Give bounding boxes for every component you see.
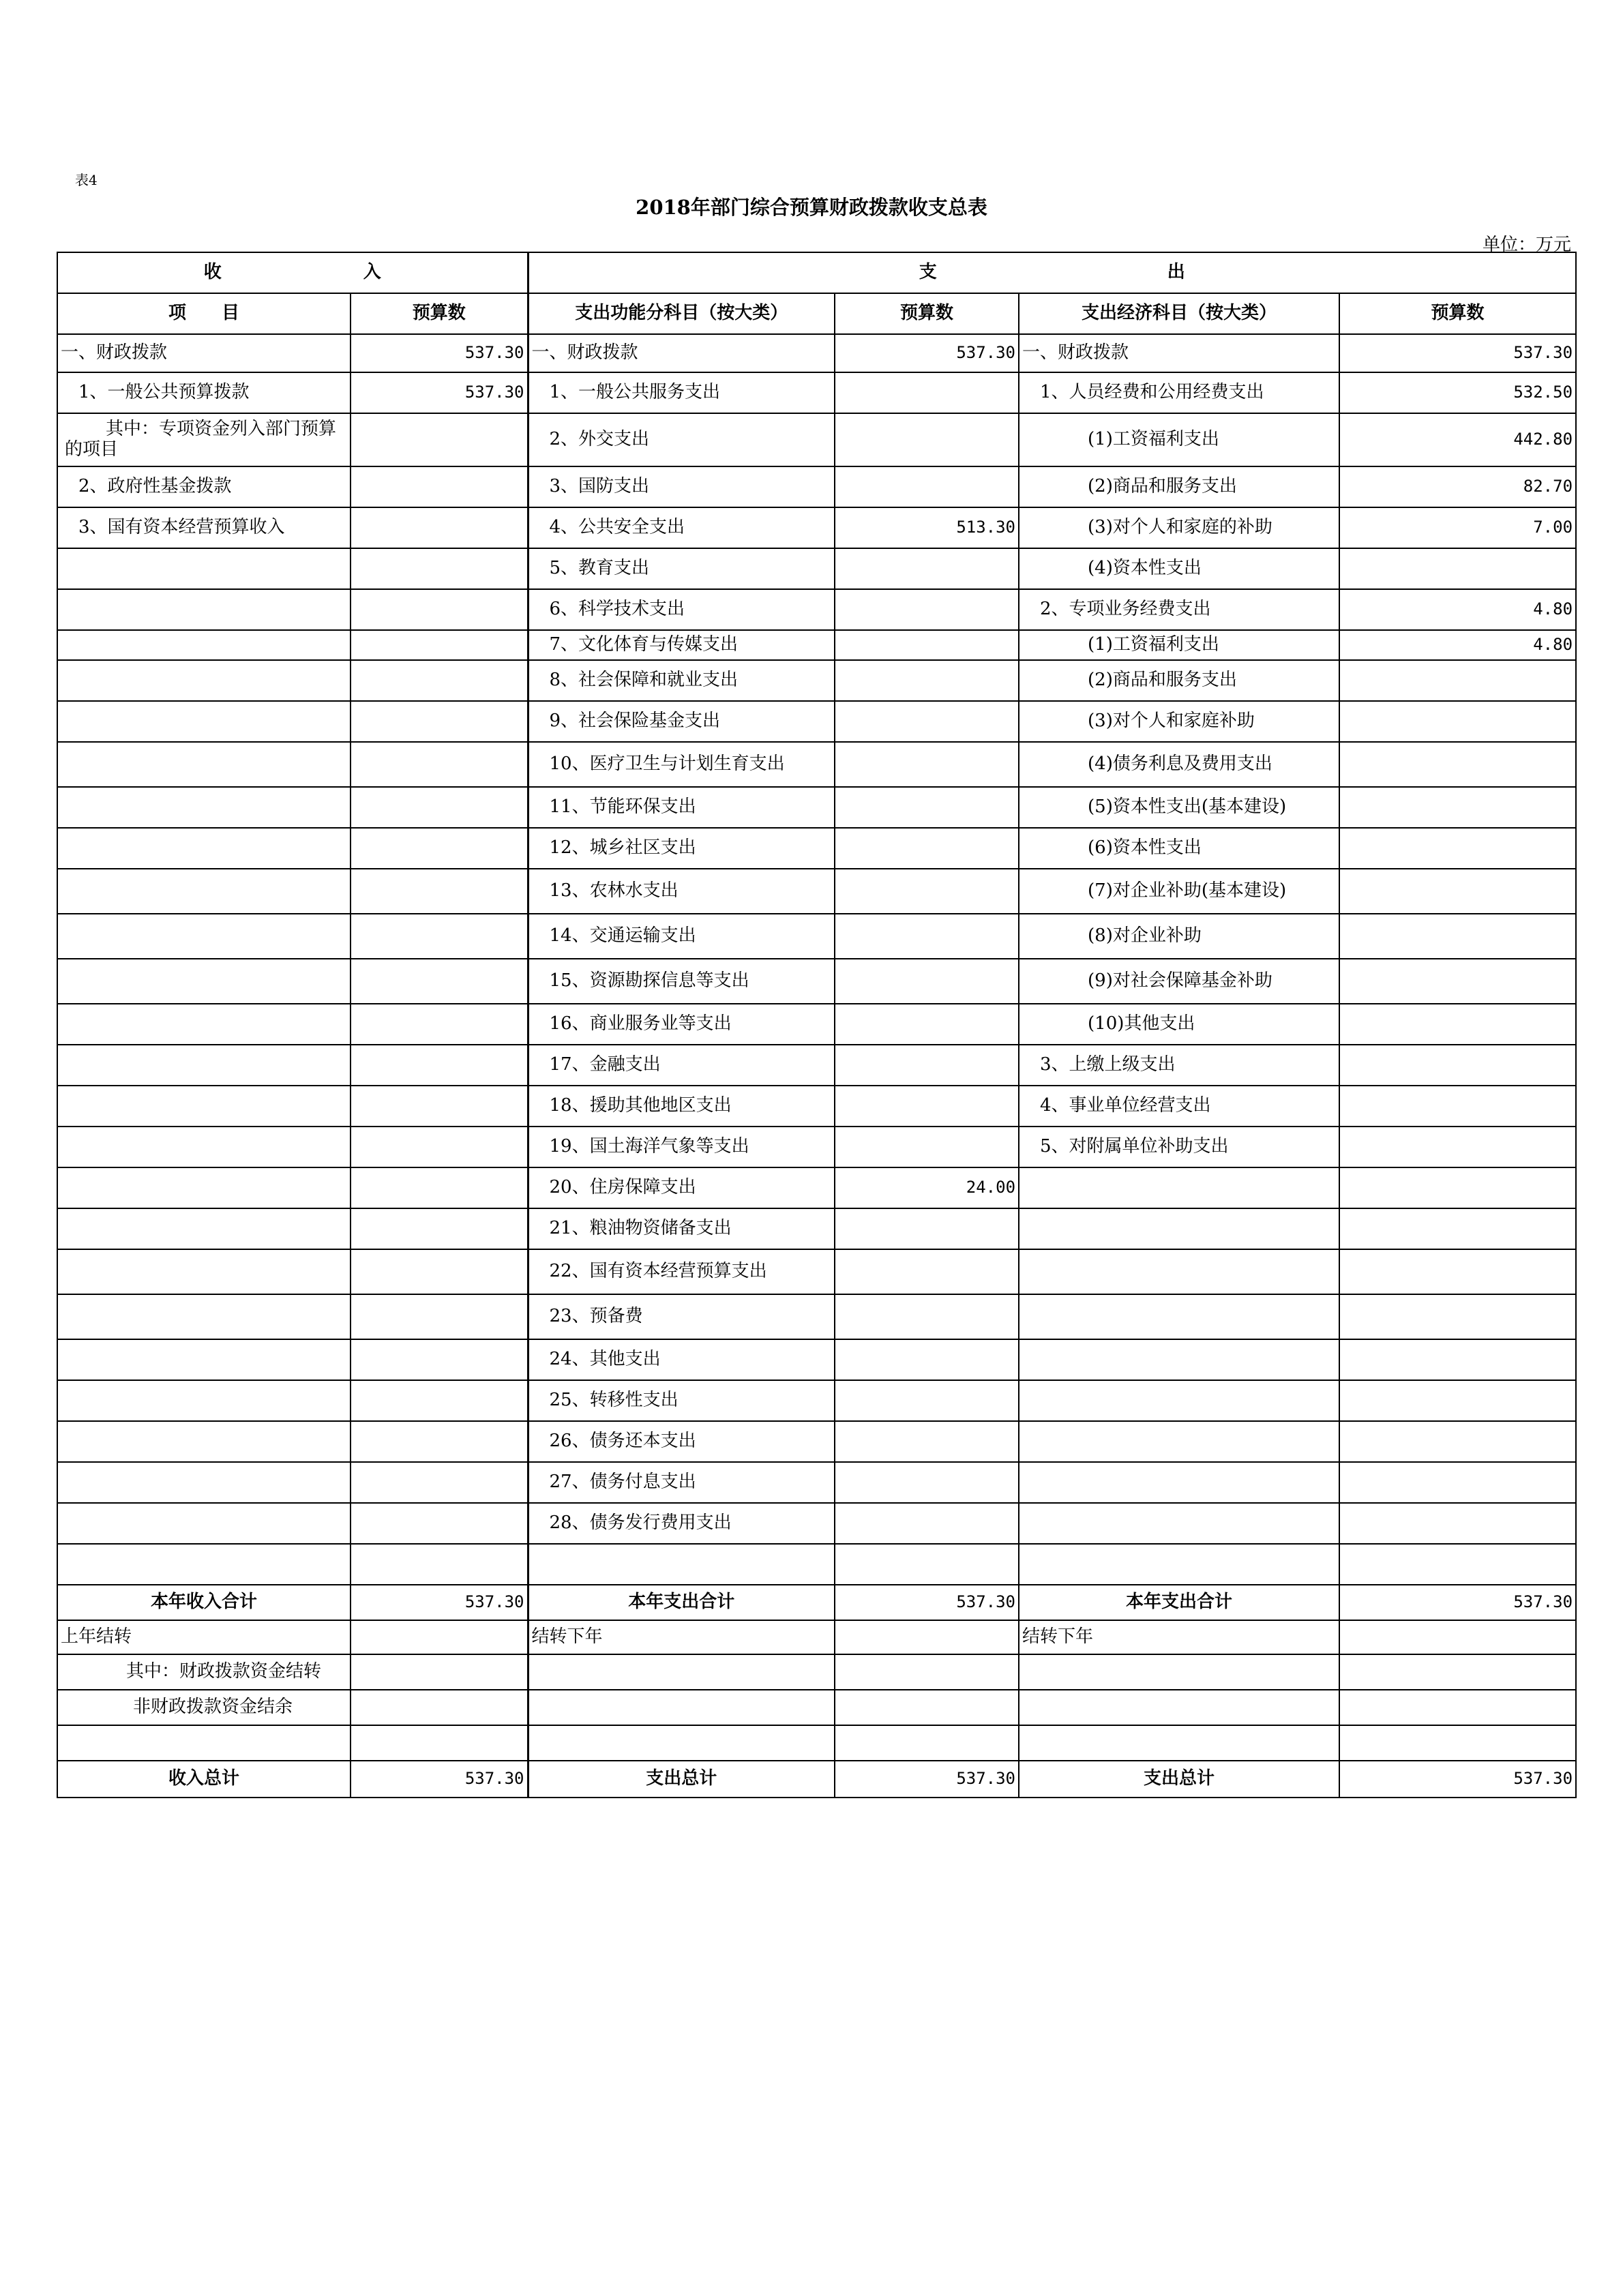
empty-cell: [528, 1690, 835, 1725]
col-header-budget: 预算数: [1339, 293, 1576, 334]
income-item: [57, 869, 351, 914]
income-item: [57, 1294, 351, 1339]
income-budget-value: [351, 742, 528, 787]
func-item: 3、国防支出: [528, 466, 835, 507]
econ-item: (5)资本性支出(基本建设): [1019, 787, 1339, 828]
empty-cell: [351, 1725, 528, 1761]
income-item: 一、财政拨款: [57, 334, 351, 372]
income-item: 3、国有资本经营预算收入: [57, 507, 351, 548]
func-budget-value: [835, 1086, 1019, 1127]
econ-item: [1019, 1544, 1339, 1585]
func-item: 11、节能环保支出: [528, 787, 835, 828]
econ-item: [1019, 1462, 1339, 1503]
econ-budget-value: 532.50: [1339, 372, 1576, 413]
table-row: [57, 1380, 1576, 1421]
empty-cell: [351, 1620, 528, 1654]
grand-expense-label: 支出总计: [528, 1761, 835, 1798]
func-item: 1、一般公共服务支出: [528, 372, 835, 413]
econ-budget-value: 82.70: [1339, 466, 1576, 507]
income-item: [57, 787, 351, 828]
econ-budget-value: [1339, 1462, 1576, 1503]
econ-item: [1019, 1421, 1339, 1462]
grand-expense-func-value: 537.30: [835, 1761, 1019, 1798]
table-number: 表4: [75, 172, 98, 188]
empty-cell: [1019, 1725, 1339, 1761]
table-row: [57, 914, 1576, 959]
table-row: [57, 548, 1576, 589]
income-budget-value: [351, 1167, 528, 1208]
income-budget-value: [351, 413, 528, 466]
func-item: 10、医疗卫生与计划生育支出: [528, 742, 835, 787]
econ-budget-value: [1339, 914, 1576, 959]
empty-cell: [528, 1725, 835, 1761]
econ-item: [1019, 1294, 1339, 1339]
income-item: [57, 660, 351, 701]
income-item: [57, 1462, 351, 1503]
empty-cell: [835, 1654, 1019, 1690]
income-budget-value: [351, 1380, 528, 1421]
func-budget-value: [835, 869, 1019, 914]
econ-budget-value: [1339, 828, 1576, 869]
table-row: [57, 1004, 1576, 1045]
econ-budget-value: 4.80: [1339, 589, 1576, 630]
econ-budget-value: [1339, 1294, 1576, 1339]
econ-budget-value: [1339, 548, 1576, 589]
func-budget-value: 24.00: [835, 1167, 1019, 1208]
table-row: [57, 589, 1576, 630]
func-item: 15、资源勘探信息等支出: [528, 959, 835, 1004]
grand-income-label: 收入总计: [57, 1761, 351, 1798]
econ-budget-value: [1339, 959, 1576, 1004]
year-expense-econ-value: 537.30: [1339, 1585, 1576, 1620]
income-item: [57, 1004, 351, 1045]
income-item: [57, 1503, 351, 1544]
year-income-value: 537.30: [351, 1585, 528, 1620]
income-budget-value: [351, 914, 528, 959]
func-budget-value: [835, 701, 1019, 742]
fiscal-carry-row: [57, 1654, 1576, 1690]
col-header-budget: 预算数: [835, 293, 1019, 334]
header-row-columns: [57, 293, 1576, 334]
budget-table: [57, 252, 1577, 1798]
table-row: [57, 630, 1576, 660]
func-item: 一、财政拨款: [528, 334, 835, 372]
table-row: [57, 1167, 1576, 1208]
grand-expense-econ-value: 537.30: [1339, 1761, 1576, 1798]
econ-item: 4、事业单位经营支出: [1019, 1086, 1339, 1127]
func-item: 24、其他支出: [528, 1339, 835, 1380]
nonfiscal-carry-row: [57, 1690, 1576, 1725]
income-budget-value: [351, 1004, 528, 1045]
func-budget-value: [835, 959, 1019, 1004]
year-expense-label: 本年支出合计: [528, 1585, 835, 1620]
econ-item: (10)其他支出: [1019, 1004, 1339, 1045]
func-item: [528, 1544, 835, 1585]
table-row: [57, 742, 1576, 787]
table-row: [57, 701, 1576, 742]
econ-item: (4)资本性支出: [1019, 548, 1339, 589]
table-row: [57, 334, 1576, 372]
func-item: 17、金融支出: [528, 1045, 835, 1086]
table-row: [57, 466, 1576, 507]
carry-over-label: 上年结转: [57, 1620, 351, 1654]
econ-item: (1)工资福利支出: [1019, 630, 1339, 660]
empty-cell: [1339, 1654, 1576, 1690]
econ-budget-value: 4.80: [1339, 630, 1576, 660]
income-budget-value: [351, 1249, 528, 1294]
income-item: [57, 548, 351, 589]
table-row: [57, 959, 1576, 1004]
econ-item: [1019, 1380, 1339, 1421]
econ-budget-value: [1339, 742, 1576, 787]
econ-budget-value: [1339, 1127, 1576, 1167]
table-row: [57, 372, 1576, 413]
econ-item: 1、人员经费和公用经费支出: [1019, 372, 1339, 413]
func-budget-value: 537.30: [835, 334, 1019, 372]
table-row: [57, 660, 1576, 701]
income-budget-value: [351, 1294, 528, 1339]
func-item: 28、债务发行费用支出: [528, 1503, 835, 1544]
func-budget-value: [835, 742, 1019, 787]
table-row: [57, 869, 1576, 914]
table-row: [57, 1127, 1576, 1167]
income-item: [57, 1421, 351, 1462]
year-income-label: 本年收入合计: [57, 1585, 351, 1620]
income-budget-value: [351, 1462, 528, 1503]
func-item: 18、援助其他地区支出: [528, 1086, 835, 1127]
econ-budget-value: [1339, 1503, 1576, 1544]
year-total-row: [57, 1585, 1576, 1620]
func-budget-value: [835, 630, 1019, 660]
income-budget-value: [351, 1086, 528, 1127]
table-row: [57, 828, 1576, 869]
table-row: [57, 1544, 1576, 1585]
income-item: [57, 701, 351, 742]
carry-over-row: [57, 1620, 1576, 1654]
grand-expense-label: 支出总计: [1019, 1761, 1339, 1798]
unit-label: 单位：万元: [1482, 235, 1571, 255]
empty-cell: [351, 1690, 528, 1725]
year-expense-func-value: 537.30: [835, 1585, 1019, 1620]
func-item: 2、外交支出: [528, 413, 835, 466]
econ-budget-value: [1339, 1249, 1576, 1294]
func-item: 27、债务付息支出: [528, 1462, 835, 1503]
table-row: [57, 1086, 1576, 1127]
func-budget-value: [835, 1249, 1019, 1294]
econ-item: (3)对个人和家庭补助: [1019, 701, 1339, 742]
func-item: 14、交通运输支出: [528, 914, 835, 959]
income-item: [57, 1380, 351, 1421]
econ-item: 3、上缴上级支出: [1019, 1045, 1339, 1086]
func-budget-value: [835, 1339, 1019, 1380]
econ-item: [1019, 1339, 1339, 1380]
func-budget-value: [835, 1380, 1019, 1421]
func-item: 16、商业服务业等支出: [528, 1004, 835, 1045]
col-header-econ: 支出经济科目（按大类）: [1019, 293, 1339, 334]
income-budget-value: [351, 589, 528, 630]
econ-item: (8)对企业补助: [1019, 914, 1339, 959]
income-item: [57, 1045, 351, 1086]
income-item: [57, 1208, 351, 1249]
table-row: [57, 1339, 1576, 1380]
empty-cell: [835, 1620, 1019, 1654]
func-budget-value: [835, 1127, 1019, 1167]
table-row: [57, 413, 1576, 466]
econ-item: (6)资本性支出: [1019, 828, 1339, 869]
func-item: 21、粮油物资储备支出: [528, 1208, 835, 1249]
income-budget-value: [351, 507, 528, 548]
func-item: 26、债务还本支出: [528, 1421, 835, 1462]
income-budget-value: [351, 1339, 528, 1380]
income-item: [57, 1339, 351, 1380]
income-budget-value: 537.30: [351, 372, 528, 413]
func-item: 6、科学技术支出: [528, 589, 835, 630]
income-item: [57, 1127, 351, 1167]
func-budget-value: [835, 1421, 1019, 1462]
econ-item: [1019, 1208, 1339, 1249]
func-item: 8、社会保障和就业支出: [528, 660, 835, 701]
income-budget-value: [351, 787, 528, 828]
table-row: [57, 1294, 1576, 1339]
carry-next-label: 结转下年: [1019, 1620, 1339, 1654]
econ-item: [1019, 1249, 1339, 1294]
income-item: [57, 959, 351, 1004]
income-budget-value: [351, 828, 528, 869]
empty-cell: [1019, 1654, 1339, 1690]
econ-item: (3)对个人和家庭的补助: [1019, 507, 1339, 548]
income-item: [57, 914, 351, 959]
income-item: 2、政府性基金拨款: [57, 466, 351, 507]
income-header: 收 入: [57, 252, 528, 293]
empty-cell: [1339, 1690, 1576, 1725]
econ-budget-value: [1339, 701, 1576, 742]
income-item: [57, 1167, 351, 1208]
empty-cell: [835, 1690, 1019, 1725]
empty-cell: [1339, 1725, 1576, 1761]
func-item: 22、国有资本经营预算支出: [528, 1249, 835, 1294]
econ-budget-value: 442.80: [1339, 413, 1576, 466]
econ-item: (2)商品和服务支出: [1019, 660, 1339, 701]
econ-budget-value: [1339, 1004, 1576, 1045]
income-budget-value: [351, 660, 528, 701]
income-item: 其中：专项资金列入部门预算的项目: [57, 413, 351, 466]
func-budget-value: [835, 1208, 1019, 1249]
econ-item: (9)对社会保障基金补助: [1019, 959, 1339, 1004]
col-header-budget: 预算数: [351, 293, 528, 334]
income-budget-value: [351, 466, 528, 507]
econ-budget-value: [1339, 1339, 1576, 1380]
empty-cell: [1019, 1690, 1339, 1725]
func-budget-value: [835, 787, 1019, 828]
empty-cell: [528, 1654, 835, 1690]
econ-item: 一、财政拨款: [1019, 334, 1339, 372]
year-expense-label: 本年支出合计: [1019, 1585, 1339, 1620]
func-item: 5、教育支出: [528, 548, 835, 589]
table-row: [57, 1503, 1576, 1544]
econ-budget-value: 7.00: [1339, 507, 1576, 548]
income-budget-value: 537.30: [351, 334, 528, 372]
page-title: 2018年部门综合预算财政拨款收支总表: [636, 196, 987, 219]
income-budget-value: [351, 1544, 528, 1585]
econ-budget-value: [1339, 1544, 1576, 1585]
header-row-group: [57, 252, 1576, 293]
empty-cell: [57, 1725, 351, 1761]
income-item: [57, 1249, 351, 1294]
table-row: [57, 1208, 1576, 1249]
empty-cell: [1339, 1620, 1576, 1654]
income-item: [57, 1544, 351, 1585]
func-item: 20、住房保障支出: [528, 1167, 835, 1208]
econ-item: 5、对附属单位补助支出: [1019, 1127, 1339, 1167]
income-budget-value: [351, 548, 528, 589]
table-row: [57, 787, 1576, 828]
table-row: [57, 1045, 1576, 1086]
func-budget-value: [835, 1462, 1019, 1503]
income-budget-value: [351, 701, 528, 742]
table-row: [57, 1249, 1576, 1294]
func-item: 25、转移性支出: [528, 1380, 835, 1421]
table-row: [57, 507, 1576, 548]
func-item: 9、社会保险基金支出: [528, 701, 835, 742]
econ-item: (4)债务利息及费用支出: [1019, 742, 1339, 787]
func-budget-value: [835, 589, 1019, 630]
econ-item: 2、专项业务经费支出: [1019, 589, 1339, 630]
income-budget-value: [351, 1208, 528, 1249]
econ-budget-value: [1339, 1045, 1576, 1086]
func-budget-value: 513.30: [835, 507, 1019, 548]
fiscal-carry-label: 其中：财政拨款资金结转: [57, 1654, 351, 1690]
econ-budget-value: [1339, 1086, 1576, 1127]
econ-budget-value: [1339, 787, 1576, 828]
func-item: 23、预备费: [528, 1294, 835, 1339]
econ-budget-value: [1339, 869, 1576, 914]
func-budget-value: [835, 1544, 1019, 1585]
econ-budget-value: [1339, 1421, 1576, 1462]
empty-cell: [351, 1654, 528, 1690]
func-budget-value: [835, 548, 1019, 589]
func-item: 12、城乡社区支出: [528, 828, 835, 869]
func-budget-value: [835, 914, 1019, 959]
carry-next-label: 结转下年: [528, 1620, 835, 1654]
func-budget-value: [835, 1294, 1019, 1339]
econ-budget-value: [1339, 660, 1576, 701]
income-item: 1、一般公共预算拨款: [57, 372, 351, 413]
func-item: 19、国土海洋气象等支出: [528, 1127, 835, 1167]
func-budget-value: [835, 1004, 1019, 1045]
income-item: [57, 589, 351, 630]
func-budget-value: [835, 372, 1019, 413]
econ-item: (2)商品和服务支出: [1019, 466, 1339, 507]
econ-item: [1019, 1503, 1339, 1544]
func-item: 7、文化体育与传媒支出: [528, 630, 835, 660]
income-budget-value: [351, 869, 528, 914]
func-budget-value: [835, 660, 1019, 701]
econ-budget-value: [1339, 1167, 1576, 1208]
table-row: [57, 1462, 1576, 1503]
econ-budget-value: [1339, 1208, 1576, 1249]
func-item: 13、农林水支出: [528, 869, 835, 914]
econ-budget-value: 537.30: [1339, 334, 1576, 372]
income-item: [57, 630, 351, 660]
econ-budget-value: [1339, 1380, 1576, 1421]
income-budget-value: [351, 630, 528, 660]
income-budget-value: [351, 1421, 528, 1462]
nonfiscal-carry-label: 非财政拨款资金结余: [57, 1690, 351, 1725]
income-budget-value: [351, 959, 528, 1004]
expense-header: 支 出: [528, 252, 1576, 293]
income-item: [57, 742, 351, 787]
grand-total-row: [57, 1761, 1576, 1798]
grand-income-value: 537.30: [351, 1761, 528, 1798]
spacer-row: [57, 1725, 1576, 1761]
income-budget-value: [351, 1127, 528, 1167]
table-row: [57, 1421, 1576, 1462]
income-budget-value: [351, 1045, 528, 1086]
income-item: [57, 1086, 351, 1127]
func-budget-value: [835, 1503, 1019, 1544]
func-budget-value: [835, 413, 1019, 466]
empty-cell: [835, 1725, 1019, 1761]
econ-item: [1019, 1167, 1339, 1208]
col-header-func: 支出功能分科目（按大类）: [528, 293, 835, 334]
econ-item: (7)对企业补助(基本建设): [1019, 869, 1339, 914]
func-budget-value: [835, 466, 1019, 507]
func-budget-value: [835, 828, 1019, 869]
econ-item: (1)工资福利支出: [1019, 413, 1339, 466]
func-budget-value: [835, 1045, 1019, 1086]
income-item: [57, 828, 351, 869]
col-header-item: 项 目: [57, 293, 351, 334]
func-item: 4、公共安全支出: [528, 507, 835, 548]
income-budget-value: [351, 1503, 528, 1544]
